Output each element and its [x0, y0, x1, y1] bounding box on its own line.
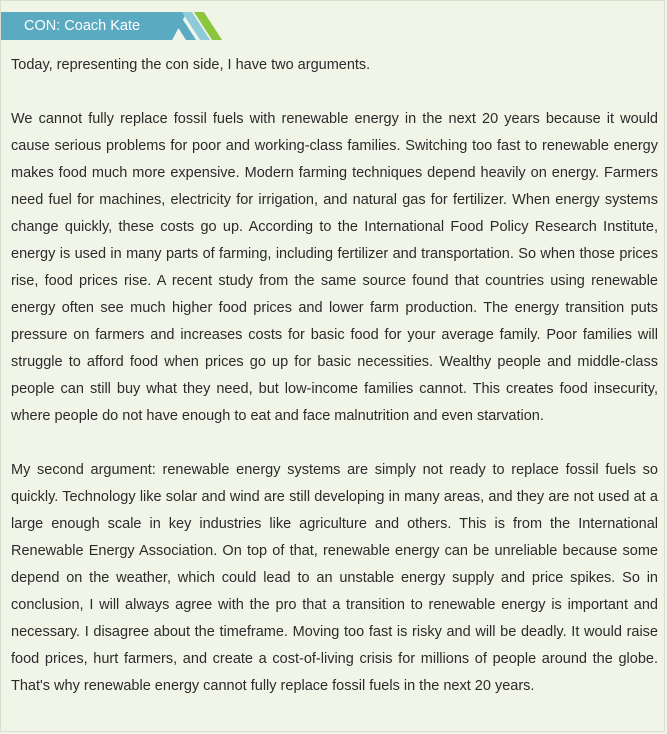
speaker-header [1, 12, 231, 40]
argument-two-paragraph: My second argument: renewable energy systems are simply not ready to replace fossil fuels so quickly. Technology like solar and wind are still developing in many areas, and they are not used at a large enough scale in key industries like agriculture and others. This is from the International Renewable Energy Association. On top of that, renewable energy can be unreliable because some depend on the weather, which could lead to an unstable energy supply and price spikes. So in conclusion, I will always agree with the pro that a transition to renewable energy is important and necessary. I disagree about the timeframe. Moving too fast is risky and will be deadly. It would raise food prices, hurt farmers, and create a cost-of-living crisis for millions of people around the globe. That's why renewable energy cannot fully replace fossil fuels in the next 20 years. [11, 462, 658, 694]
speech-content [11, 52, 658, 700]
speaker-label: CON: Coach Kate [24, 18, 141, 34]
argument-one-paragraph: We cannot fully replace fossil fuels with renewable energy in the next 20 years because it would cause serious problems for poor and working-class families. Switching too fast to renewable energy makes food much more expensive. Modern farming techniques depend heavily on energy. Farmers need fuel for machines, electricity for irrigation, and natural gas for fertilizer. When energy systems change quickly, these costs go up. According to the International Food Policy Research Institute, energy is used in many parts of farming, including fertilizer and transportation. So when those prices rise, food prices rise. A recent study from the same source found that countries using renewable energy often see much higher food prices and lower farm production. The energy transition puts pressure on farmers and increases costs for basic food for your average family. Poor families will struggle to afford food when prices go up for basic necessities. Wealthy people and middle-class people can still buy what they need, but low-income families cannot. This creates food insecurity, where people do not have enough to eat and face malnutrition and even starvation. [11, 111, 658, 424]
intro-paragraph: Today, representing the con side, I have two arguments. [11, 57, 371, 73]
